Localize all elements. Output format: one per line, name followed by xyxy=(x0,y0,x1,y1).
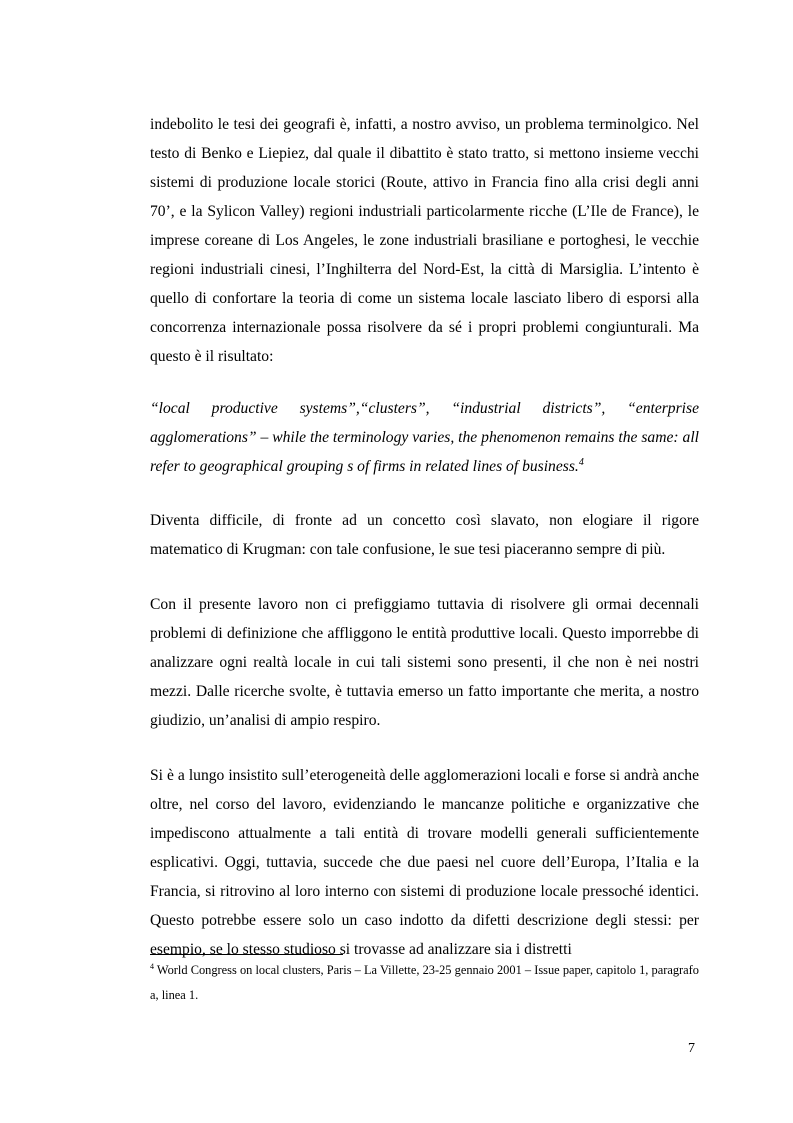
quote-text: “local productive systems”,“clusters”, “industrial districts”, “enterprise agglomerations” – while the terminology varies, the phenomenon remains the same: all refer to geographical grouping s of firms in related lines of business. xyxy=(150,400,699,475)
body-paragraph-1: indebolito le tesi dei geografi è, infatti, a nostro avviso, un problema terminolgico. Nel testo di Benko e Liepiez, dal quale il dibattito è stato tratto, si mettono insieme vecchi sistemi di produzione locale storici (Route, attivo in Francia fino alla crisi degli anni 70’, e la Sylicon Valley) regioni industriali particolarmente ricche (L’Ile de France), le imprese coreane di Los Angeles, le zone industriali brasiliane e portoghesi, le vecchie regioni industriali cinesi, l’Inghilterra del Nord-Est, la città di Marsiglia. L’intento è quello di confortare la teoria di come un sistema locale lasciato libero di esporsi alla concorrenza internazionale possa risolvere da sé i propri problemi congiunturali. Ma questo è il risultato: xyxy=(150,116,699,365)
page-number: 7 xyxy=(688,1041,695,1056)
body-paragraph-4: Si è a lungo insistito sull’eterogeneità delle agglomerazioni locali e forse si andrà anche oltre, nel corso del lavoro, evidenziando le mancanze politiche e organizzative che impediscono attualmente a tali entità di trovare modelli generali sufficientemente esplicativi. Oggi, tuttavia, succede che due paesi nel cuore dell’Europa, l’Italia e la Francia, si ritrovino al loro interno con sistemi di produzione locale pressoché identici. Questo potrebbe essere solo un caso indotto da difetti descrizione degli stessi: per esempio, se lo stesso studioso si trovasse ad analizzare sia i distretti xyxy=(150,767,699,958)
footnote-text: World Congress on local clusters, Paris – La Villette, 23-25 gennaio 2001 – Issue paper, capitolo 1, paragrafo a, linea 1. xyxy=(150,963,699,1002)
body-paragraph-2: Diventa difficile, di fronte ad un concetto così slavato, non elogiare il rigore matematico di Krugman: con tale confusione, le sue tesi piaceranno sempre di più. xyxy=(150,512,699,558)
footnote-marker: 4 xyxy=(150,961,154,971)
footnote-divider xyxy=(150,954,343,955)
footnote xyxy=(150,958,699,1008)
main-text xyxy=(150,110,699,964)
footnote-reference[interactable]: 4 xyxy=(578,456,584,468)
block-quote xyxy=(150,394,699,481)
body-paragraph-3: Con il presente lavoro non ci prefiggiamo tuttavia di risolvere gli ormai decennali problemi di definizione che affliggono le entità produttive locali. Questo imporrebbe di analizzare ogni realtà locale in cui tali sistemi sono presenti, il che non è nei nostri mezzi. Dalle ricerche svolte, è tuttavia emerso un fatto importante che merita, a nostro giudizio, un’analisi di ampio respiro. xyxy=(150,596,699,729)
